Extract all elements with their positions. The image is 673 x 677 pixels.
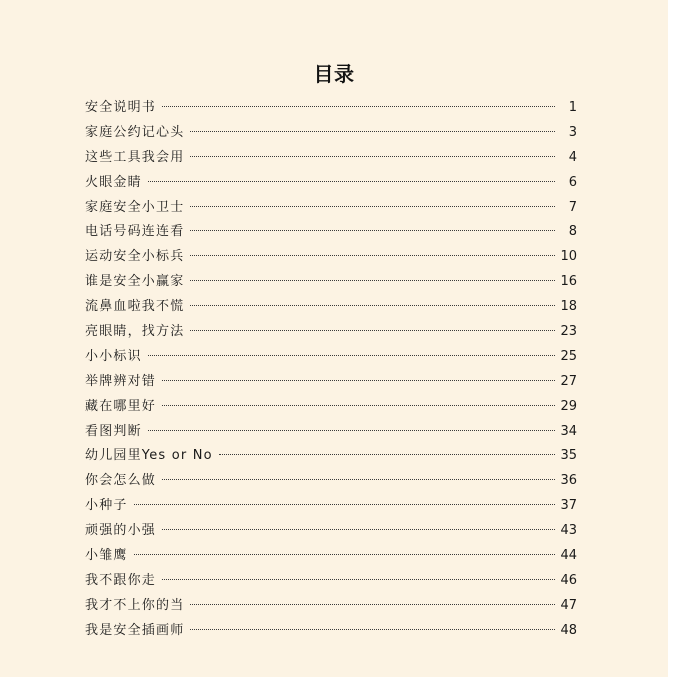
toc-entry-title: 家庭公约记心头 <box>85 124 185 140</box>
toc-entry-page-number: 8 <box>568 224 577 240</box>
toc-entry <box>85 420 577 445</box>
toc-entry <box>85 345 577 370</box>
toc-entry-page-number: 27 <box>560 373 577 389</box>
toc-leader-dots <box>219 454 555 455</box>
toc-entry-page-number: 46 <box>560 572 577 588</box>
toc-leader-dots <box>162 479 555 480</box>
toc-leader-dots <box>190 305 555 306</box>
toc-leader-dots <box>162 106 555 107</box>
toc-entry <box>85 469 577 494</box>
toc-entry <box>85 395 577 420</box>
toc-entry-title: 我是安全插画师 <box>85 622 185 638</box>
toc-leader-dots <box>134 554 555 555</box>
toc-entry <box>85 519 577 544</box>
toc-leader-dots <box>190 131 555 132</box>
toc-entry-page-number: 29 <box>560 398 577 414</box>
toc-entry-title: 幼儿园里Yes or No <box>85 448 213 464</box>
toc-entry-page-number: 34 <box>560 423 577 439</box>
toc-entry <box>85 494 577 519</box>
toc-entry-title: 藏在哪里好 <box>85 398 157 414</box>
toc-entry <box>85 320 577 345</box>
toc-entry-page-number: 25 <box>560 348 577 364</box>
toc-entry-page-number: 35 <box>560 448 577 464</box>
toc-entry <box>85 569 577 594</box>
toc-leader-dots <box>190 156 555 157</box>
toc-leader-dots <box>148 430 555 431</box>
toc-leader-dots <box>162 380 555 381</box>
toc-entry <box>85 245 577 270</box>
toc-entry-page-number: 1 <box>568 100 577 115</box>
toc-entry-title: 流鼻血啦我不慌 <box>85 299 185 315</box>
toc-entry-title: 举牌辨对错 <box>85 373 157 389</box>
toc-entry <box>85 171 577 196</box>
toc-entry-page-number: 37 <box>560 498 577 514</box>
toc-leader-dots <box>162 405 555 406</box>
toc-entry-page-number: 4 <box>568 149 577 165</box>
toc-entry <box>85 146 577 171</box>
toc-entry-title: 顽强的小强 <box>85 523 157 539</box>
toc-entry-title: 小雏鹰 <box>85 548 128 564</box>
toc-entry <box>85 196 577 221</box>
toc-entry-title: 亮眼睛，找方法 <box>85 324 185 340</box>
toc-entry <box>85 121 577 146</box>
toc-leader-dots <box>190 280 555 281</box>
toc-entry <box>85 594 577 619</box>
page-margin <box>668 0 673 677</box>
toc-entry <box>85 444 577 469</box>
toc-entry-page-number: 7 <box>568 199 577 215</box>
toc-leader-dots <box>190 206 555 207</box>
toc-leader-dots <box>190 629 555 630</box>
toc-entry-page-number: 18 <box>560 299 577 315</box>
toc-leader-dots <box>162 579 555 580</box>
toc-entry-page-number: 6 <box>568 174 577 190</box>
toc-entry <box>85 544 577 569</box>
toc-entry <box>85 270 577 295</box>
toc-leader-dots <box>148 355 555 356</box>
toc-entry-page-number: 47 <box>560 597 577 613</box>
toc-leader-dots <box>162 529 555 530</box>
toc-entry-title: 这些工具我会用 <box>85 149 185 165</box>
toc-leader-dots <box>190 255 555 256</box>
toc-entry-title: 安全说明书 <box>85 100 157 115</box>
toc-entry <box>85 370 577 395</box>
toc-entry-page-number: 43 <box>560 523 577 539</box>
toc-leader-dots <box>190 230 555 231</box>
toc-entry <box>85 96 577 121</box>
toc-entry-page-number: 23 <box>560 324 577 340</box>
toc-entry-title: 看图判断 <box>85 423 142 439</box>
toc-entry-title: 火眼金睛 <box>85 174 142 190</box>
toc-entry-title: 运动安全小标兵 <box>85 249 185 265</box>
toc-entry-title: 家庭安全小卫士 <box>85 199 185 215</box>
toc-entry <box>85 295 577 320</box>
toc-heading: 目录 <box>313 62 355 86</box>
toc-entry <box>85 619 577 644</box>
toc-entry-title: 谁是安全小赢家 <box>85 274 185 290</box>
toc-entry <box>85 220 577 245</box>
toc-entry-title: 小种子 <box>85 498 128 514</box>
toc-entry-page-number: 48 <box>560 622 577 638</box>
toc-leader-dots <box>190 604 555 605</box>
toc-entry-page-number: 3 <box>568 124 577 140</box>
toc-entry-title: 我才不上你的当 <box>85 597 185 613</box>
toc-entry-page-number: 16 <box>560 274 577 290</box>
toc-entry-title: 我不跟你走 <box>85 572 157 588</box>
toc-list <box>85 96 577 644</box>
toc-entry-page-number: 44 <box>560 548 577 564</box>
toc-entry-title: 电话号码连连看 <box>85 224 185 240</box>
toc-leader-dots <box>134 504 555 505</box>
toc-entry-title: 你会怎么做 <box>85 473 157 489</box>
toc-leader-dots <box>190 330 555 331</box>
toc-entry-page-number: 10 <box>560 249 577 265</box>
toc-leader-dots <box>148 181 555 182</box>
toc-entry-title: 小小标识 <box>85 348 142 364</box>
toc-entry-page-number: 36 <box>560 473 577 489</box>
